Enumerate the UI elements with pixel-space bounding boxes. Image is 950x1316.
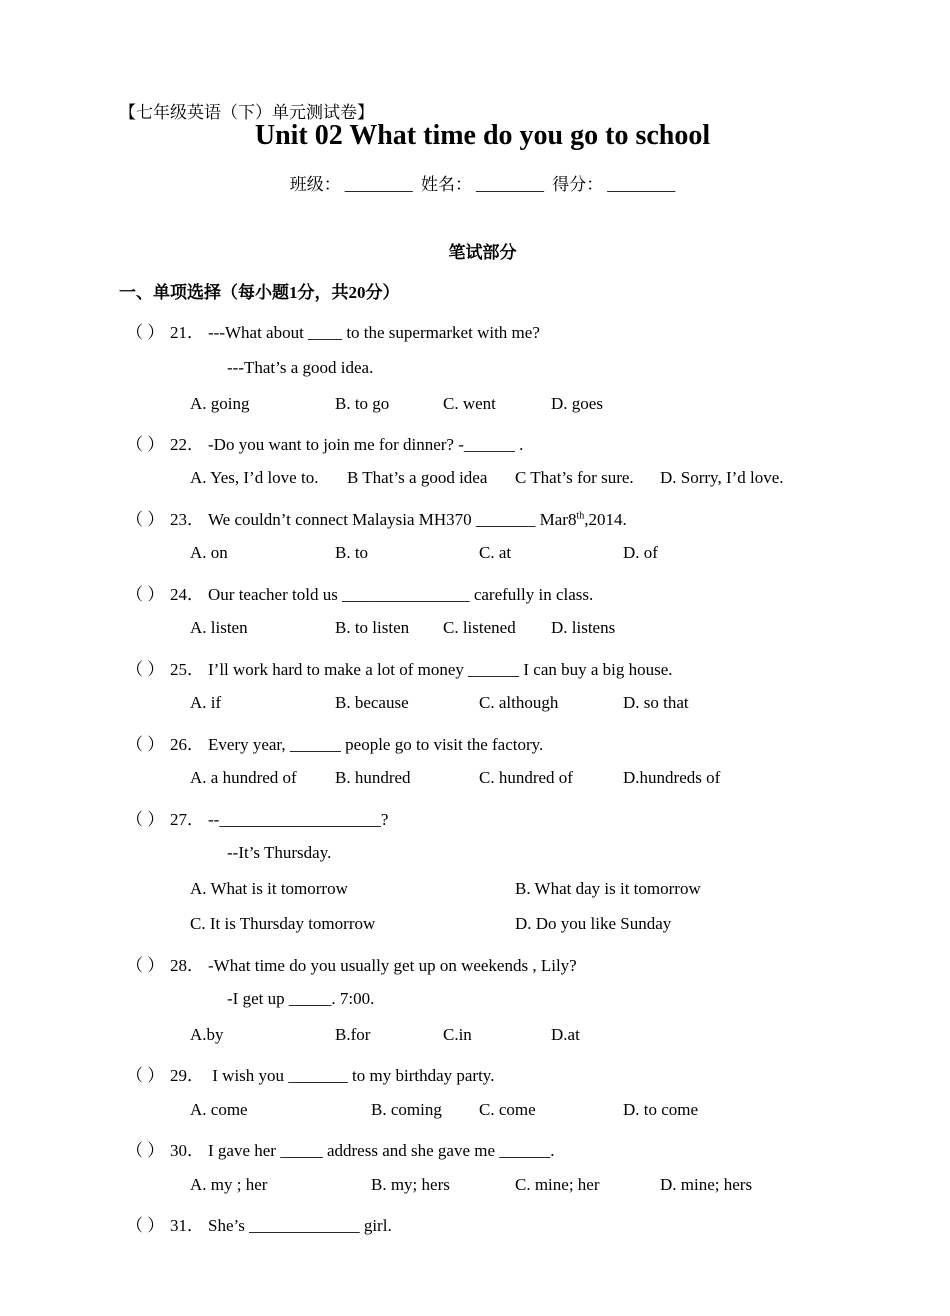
answer-paren: （ ）: [126, 735, 165, 754]
question-stem: -Do you want to join me for dinner? -______ .: [208, 435, 524, 454]
question-stem: I wish you _______ to my birthday party.: [208, 1066, 495, 1085]
question-28: [126, 951, 577, 976]
question-stem-end: ,2014.: [584, 510, 627, 529]
option-c: C. at: [479, 543, 512, 562]
question-stem: I’ll work hard to make a lot of money ______ I can buy a big house.: [208, 660, 673, 679]
part-heading: 笔试部分: [448, 243, 517, 262]
question-number: 22．: [170, 435, 204, 454]
question-stem: Our teacher told us _______________ carefully in class.: [208, 585, 594, 604]
option-c: C. although: [479, 693, 559, 712]
question-stem: I gave her _____ address and she gave me ______.: [208, 1141, 555, 1160]
class-blank: ________: [344, 175, 413, 194]
option-a: A. What is it tomorrow: [190, 879, 348, 898]
option-d: D.hundreds of: [623, 768, 721, 787]
option-a: A. Yes, I’d love to.: [190, 468, 319, 487]
exam-series-label: 【七年级英语（下）单元测试卷】: [119, 103, 374, 122]
question-number: 24．: [170, 585, 204, 604]
option-d: D. mine; hers: [660, 1175, 753, 1194]
question-number: 27．: [170, 810, 204, 829]
answer-paren: （ ）: [126, 323, 165, 342]
answer-paren: （ ）: [126, 956, 165, 975]
option-d: D. Sorry, I’d love.: [660, 468, 784, 487]
option-c: C. listened: [443, 618, 516, 637]
ordinal-suffix: th: [576, 510, 585, 522]
answer-paren: （ ）: [126, 1066, 165, 1085]
question-30: [126, 1136, 555, 1161]
name-blank: ________: [476, 175, 544, 194]
option-b: B. What day is it tomorrow: [515, 879, 701, 898]
question-21: [126, 318, 540, 343]
option-b: B. coming: [371, 1100, 442, 1119]
question-28-reply: -I get up _____. 7:00.: [227, 989, 375, 1008]
option-a: A. a hundred of: [190, 768, 297, 787]
question-number: 25．: [170, 660, 204, 679]
option-c: C That’s for sure.: [515, 468, 634, 487]
answer-paren: （ ）: [126, 510, 165, 529]
question-number: 26．: [170, 735, 204, 754]
question-26: [126, 730, 543, 755]
question-number: 31．: [170, 1216, 204, 1235]
question-24: [126, 580, 593, 605]
question-stem: ---What about ____ to the supermarket with me?: [208, 323, 540, 342]
option-c: C.in: [443, 1025, 472, 1044]
answer-paren: （ ）: [126, 810, 165, 829]
question-25: [126, 655, 673, 680]
score-blank: ________: [607, 175, 676, 194]
question-27-reply: --It’s Thursday.: [227, 843, 332, 862]
option-a: A. come: [190, 1100, 248, 1119]
question-number: 30．: [170, 1141, 204, 1160]
option-c: C. It is Thursday tomorrow: [190, 914, 376, 933]
option-d: D. listens: [551, 618, 616, 637]
option-d: D. to come: [623, 1100, 699, 1119]
option-a: A.by: [190, 1025, 224, 1044]
answer-paren: （ ）: [126, 585, 165, 604]
option-b: B. my; hers: [371, 1175, 450, 1194]
class-label: 班级：: [289, 175, 341, 194]
question-27: [126, 805, 388, 830]
answer-paren: （ ）: [126, 1216, 165, 1235]
option-b: B. because: [335, 693, 409, 712]
question-number: 29．: [170, 1066, 204, 1085]
option-a: A. my ; her: [190, 1175, 268, 1194]
option-b: B.for: [335, 1025, 371, 1044]
question-stem: We couldn’t connect Malaysia MH370 _______ Mar8: [208, 510, 577, 529]
option-d: D. of: [623, 543, 658, 562]
question-number: 23．: [170, 510, 204, 529]
question-stem: She’s _____________ girl.: [208, 1216, 392, 1235]
option-d: D. goes: [551, 394, 603, 413]
answer-paren: （ ）: [126, 660, 165, 679]
option-c: C. hundred of: [479, 768, 573, 787]
question-stem: Every year, ______ people go to visit the factory.: [208, 735, 544, 754]
option-d: D. so that: [623, 693, 689, 712]
option-c: C. come: [479, 1100, 536, 1119]
student-info-line: [0, 170, 950, 195]
option-a: A. if: [190, 693, 222, 712]
option-b: B. to listen: [335, 618, 410, 637]
question-29: [126, 1061, 494, 1086]
answer-paren: （ ）: [126, 1141, 165, 1160]
question-22: [126, 430, 523, 455]
question-21-reply: ---That’s a good idea.: [227, 358, 374, 377]
option-b: B. to: [335, 543, 369, 562]
option-b: B. hundred: [335, 768, 411, 787]
option-d: D.at: [551, 1025, 580, 1044]
question-stem: --___________________?: [208, 810, 389, 829]
page-title: Unit 02 What time do you go to school: [254, 120, 711, 151]
name-label: 姓名：: [421, 175, 472, 194]
question-31: [126, 1211, 392, 1236]
option-c: C. went: [443, 394, 496, 413]
score-label: 得分：: [552, 175, 604, 194]
option-a: A. on: [190, 543, 228, 562]
option-c: C. mine; her: [515, 1175, 600, 1194]
section-heading: 一、单项选择（每小题1分，共20分）: [119, 283, 400, 302]
question-number: 21．: [170, 323, 204, 342]
option-a: A. going: [190, 394, 250, 413]
question-23: [126, 505, 627, 530]
option-b: B. to go: [335, 394, 390, 413]
option-d: D. Do you like Sunday: [515, 914, 672, 933]
question-number: 28．: [170, 956, 204, 975]
question-stem: -What time do you usually get up on weekends , Lily?: [208, 956, 577, 975]
option-a: A. listen: [190, 618, 248, 637]
option-b: B That’s a good idea: [347, 468, 488, 487]
answer-paren: （ ）: [126, 435, 165, 454]
